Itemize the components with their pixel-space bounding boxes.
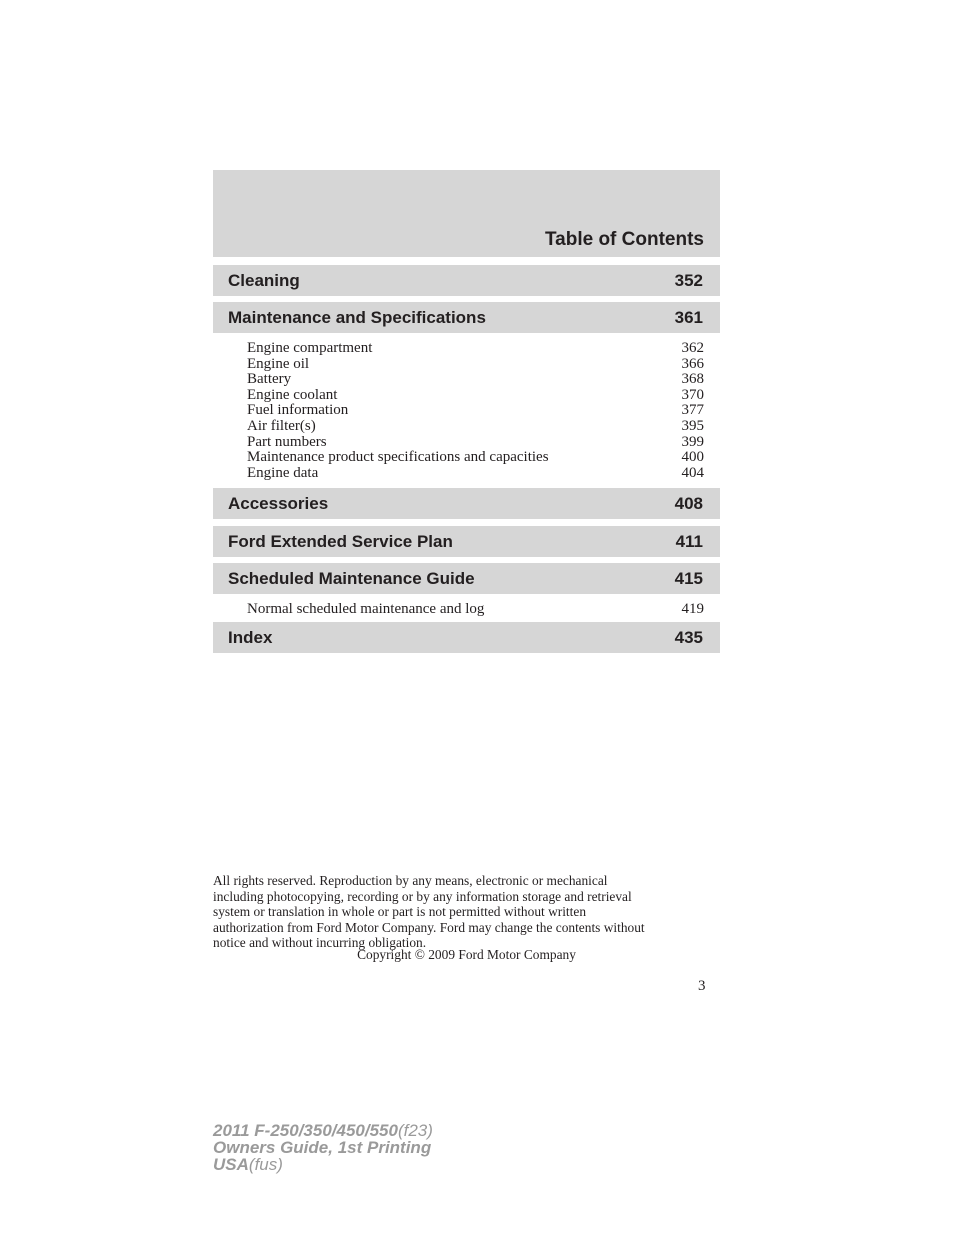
item-title: Engine data [247, 464, 319, 481]
legal-line: notice and without incurring obligation. [213, 935, 427, 950]
item-title: Battery [247, 371, 292, 388]
legal-line: All rights reserved. Reproduction by any means, electronic or mechanical [213, 873, 608, 888]
section-page: 435 [674, 628, 703, 647]
section-page: 361 [674, 308, 703, 327]
toc-item-engine-oil[interactable] [247, 357, 704, 373]
page-title: Table of Contents [544, 229, 704, 250]
maintenance-subitems [247, 341, 704, 481]
item-page: 366 [681, 355, 704, 372]
item-page: 395 [681, 417, 704, 434]
legal-line: system or translation in whole or part is not permitted without written [213, 904, 587, 919]
section-title: Ford Extended Service Plan [228, 532, 453, 551]
toc-item-normal-scheduled-maintenance[interactable] [247, 602, 704, 618]
section-title: Accessories [228, 494, 329, 513]
toc-item-maintenance-product-specs[interactable] [247, 450, 704, 466]
toc-section-extended-service-plan[interactable] [213, 526, 720, 557]
legal-notice [213, 873, 720, 951]
footer-region: USA [213, 1155, 249, 1174]
header-band [213, 170, 720, 257]
toc-item-engine-data[interactable] [247, 466, 704, 482]
item-title: Maintenance product specifications and capacities [247, 449, 549, 466]
toc-item-battery[interactable] [247, 372, 704, 388]
section-page: 415 [674, 569, 703, 588]
footer-line-model [213, 1122, 433, 1139]
footer-line-region [213, 1156, 433, 1173]
item-page: 404 [681, 464, 704, 481]
toc-item-part-numbers[interactable] [247, 435, 704, 451]
toc-section-index[interactable] [213, 622, 720, 653]
item-title: Part numbers [247, 433, 327, 450]
copyright: Copyright © 2009 Ford Motor Company [357, 947, 576, 962]
toc-item-fuel-information[interactable] [247, 403, 704, 419]
section-title: Scheduled Maintenance Guide [228, 569, 475, 588]
footer-model: 2011 F-250/350/450/550 [213, 1121, 398, 1140]
item-page: 400 [681, 449, 704, 466]
item-page: 419 [681, 601, 704, 617]
item-title: Engine coolant [247, 386, 338, 403]
item-title: Air filter(s) [247, 417, 316, 434]
legal-line: authorization from Ford Motor Company. Ford may change the contents without [213, 919, 645, 935]
section-title: Index [228, 628, 273, 647]
item-page: 368 [681, 371, 704, 388]
footer-model-code: (f23) [397, 1121, 433, 1140]
toc-section-maintenance[interactable] [213, 302, 720, 333]
section-page: 352 [674, 271, 703, 290]
toc-item-engine-coolant[interactable] [247, 388, 704, 404]
footer-edition: Owners Guide, 1st Printing [213, 1138, 432, 1157]
scheduled-maintenance-subitems [247, 602, 704, 618]
page-number: 3 [698, 978, 706, 994]
footer-edition-info [213, 1122, 433, 1173]
item-title: Engine oil [247, 355, 310, 372]
item-page: 377 [681, 402, 704, 419]
toc-item-engine-compartment[interactable] [247, 341, 704, 357]
section-page: 411 [675, 532, 703, 551]
section-title: Cleaning [228, 271, 300, 290]
legal-line: including photocopying, recording or by any information storage and retrieval [213, 888, 632, 904]
item-title: Fuel information [247, 402, 349, 419]
item-title: Engine compartment [247, 340, 373, 356]
toc-section-scheduled-maintenance[interactable] [213, 563, 720, 594]
section-page: 408 [674, 494, 703, 513]
item-page: 370 [681, 386, 704, 403]
item-title: Normal scheduled maintenance and log [247, 601, 485, 617]
item-page: 399 [681, 433, 704, 450]
toc-section-accessories[interactable] [213, 488, 720, 519]
item-page: 362 [681, 340, 704, 356]
toc-item-air-filters[interactable] [247, 419, 704, 435]
toc-section-cleaning[interactable] [213, 265, 720, 296]
footer-region-code: (fus) [248, 1155, 283, 1174]
section-title: Maintenance and Specifications [228, 308, 486, 327]
